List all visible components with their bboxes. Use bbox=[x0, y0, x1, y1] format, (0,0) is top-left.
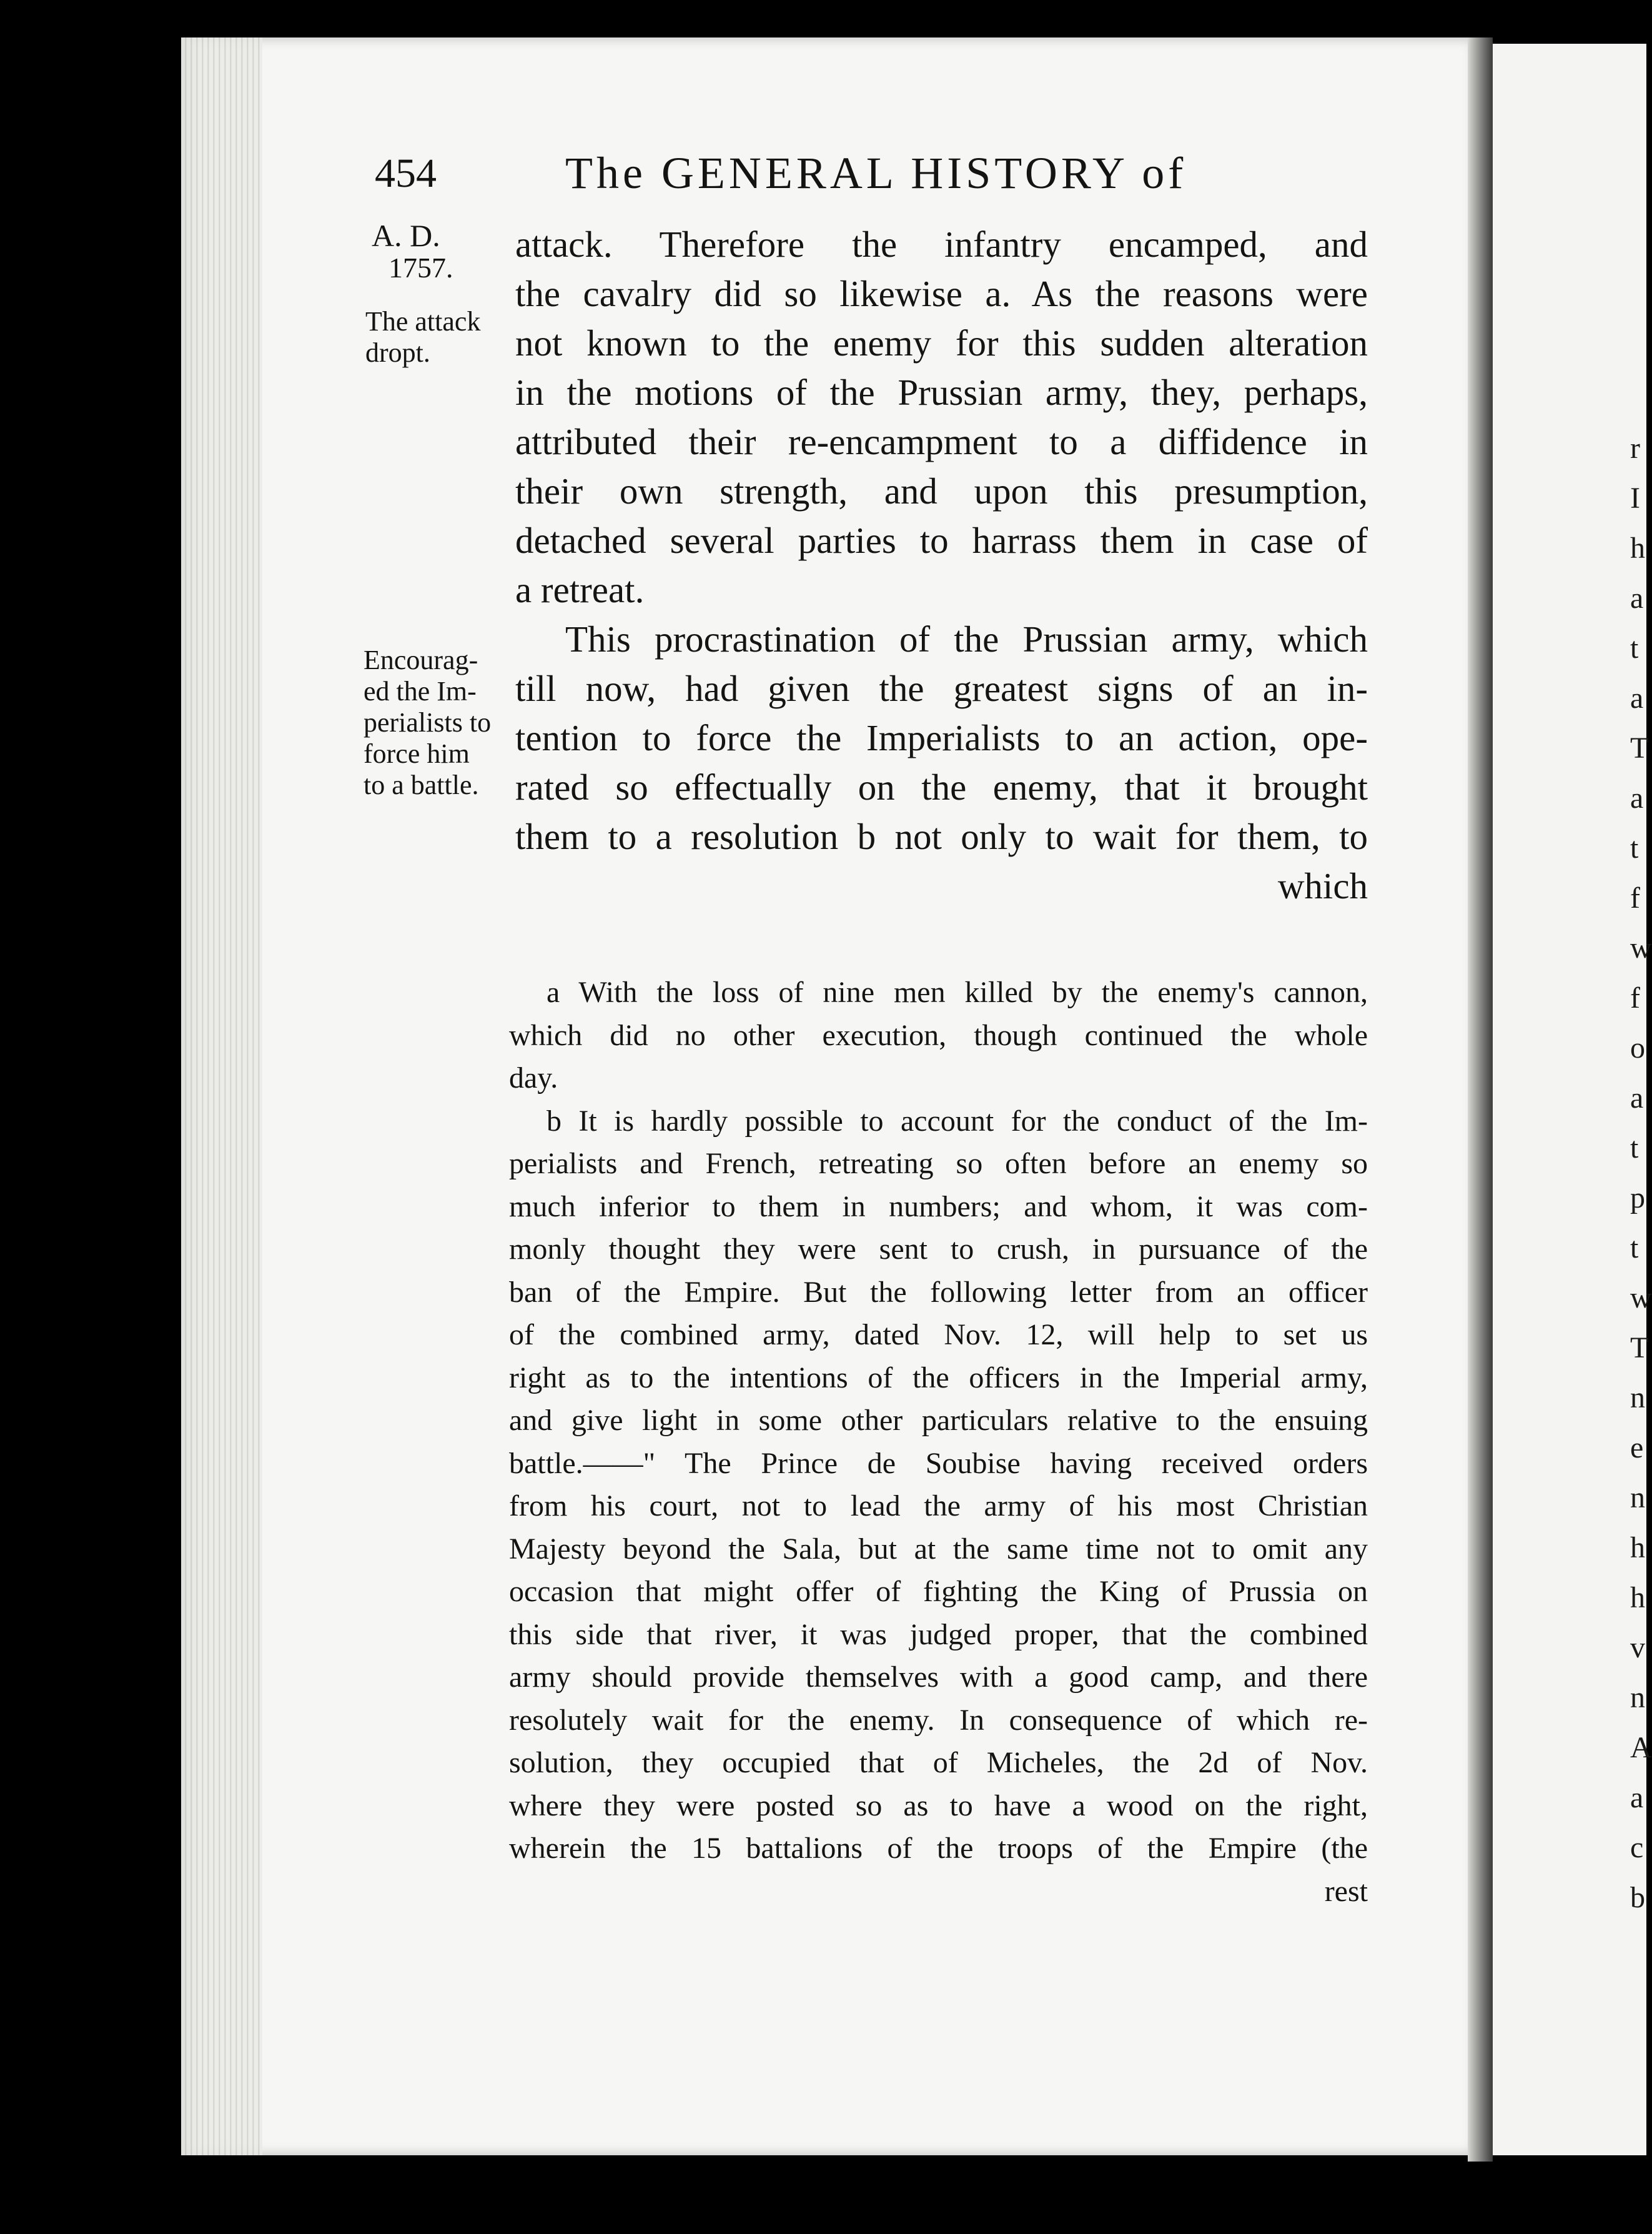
footnote-line: right as to the intentions of the officers in the Imperial army, bbox=[509, 1361, 1368, 1394]
footnote-line: perialists and French, retreating so often before an enemy so bbox=[509, 1147, 1368, 1180]
body-line: a retreat. bbox=[515, 569, 645, 610]
right-page-letter: f bbox=[1630, 881, 1640, 915]
footnotes bbox=[509, 971, 1368, 1913]
footnote-line: resolutely wait for the enemy. In consequence of which re- bbox=[509, 1703, 1368, 1737]
footnote-line: from his court, not to lead the army of his most Christian bbox=[509, 1489, 1368, 1522]
body-line: attack. Therefore the infantry encamped, and bbox=[515, 224, 1368, 265]
right-page-letter: n bbox=[1630, 1381, 1645, 1414]
margin-note-line: ed the Im- bbox=[364, 676, 477, 707]
right-page-letter: T bbox=[1630, 1331, 1649, 1364]
footnote-line: this side that river, it was judged proper, that the combined bbox=[509, 1617, 1368, 1651]
footnote-line: army should provide themselves with a good camp, and there bbox=[509, 1661, 1368, 1694]
footnote-catchword: rest bbox=[1324, 1874, 1368, 1908]
margin-note-encouraged bbox=[364, 645, 491, 801]
footnote-line: occasion that might offer of fighting the King of Prussia on bbox=[509, 1575, 1368, 1608]
body-catchword: which bbox=[1277, 865, 1368, 906]
right-page-letter: p bbox=[1630, 1181, 1645, 1214]
right-page-letter: n bbox=[1630, 1481, 1645, 1514]
body-line: them to a resolution b not only to wait for them, to bbox=[515, 816, 1368, 857]
running-head-title: The GENERAL HISTORY of bbox=[565, 148, 1187, 198]
footnote-line: battle.——" The Prince de Soubise having received orders bbox=[509, 1446, 1368, 1480]
right-page-letter: n bbox=[1630, 1681, 1645, 1714]
footnote-line: solution, they occupied that of Micheles, the 2d of Nov. bbox=[509, 1746, 1368, 1779]
right-page-letter: t bbox=[1630, 632, 1639, 665]
footnote-line: b It is hardly possible to account for the conduct of the Im- bbox=[547, 1104, 1368, 1138]
right-page-letter: T bbox=[1630, 732, 1649, 765]
footnote-line: ban of the Empire. But the following letter from an officer bbox=[509, 1275, 1368, 1309]
margin-note-line: perialists to bbox=[364, 707, 492, 738]
margin-note-line: force him bbox=[364, 738, 470, 769]
body-line: rated so effectually on the enemy, that it brought bbox=[515, 767, 1368, 808]
footnote-line: and give light in some other particulars relative to the ensuing bbox=[509, 1404, 1368, 1437]
right-page-letter: b bbox=[1630, 1881, 1645, 1914]
right-page-letter: t bbox=[1630, 1131, 1639, 1164]
right-page-letter: e bbox=[1630, 1431, 1644, 1464]
right-page-letter: a bbox=[1630, 682, 1644, 715]
right-page-letter: r bbox=[1630, 432, 1640, 465]
right-page-letter: f bbox=[1630, 981, 1640, 1015]
body-line: tention to force the Imperialists to an action, ope- bbox=[515, 717, 1368, 758]
footnote-line: much inferior to them in numbers; and whom, it was com- bbox=[509, 1189, 1368, 1223]
right-page-letter: c bbox=[1630, 1831, 1644, 1864]
right-page-letter: h bbox=[1630, 1581, 1645, 1614]
right-page-letter: h bbox=[1630, 532, 1645, 565]
right-page-letter: o bbox=[1630, 1031, 1645, 1065]
body-line: attributed their re-encampment to a diffidence in bbox=[515, 421, 1368, 462]
right-page-letter: a bbox=[1630, 582, 1644, 615]
margin-note-line: dropt. bbox=[365, 337, 430, 368]
right-page-letter: a bbox=[1630, 1781, 1644, 1814]
margin-date-ad: A. D. bbox=[372, 218, 440, 253]
footnote-line: wherein the 15 battalions of the troops of the Empire (the bbox=[509, 1832, 1368, 1865]
body-line: not known to the enemy for this sudden alteration bbox=[515, 322, 1368, 364]
right-page-letter: I bbox=[1630, 482, 1640, 515]
right-page-sliver bbox=[1493, 44, 1649, 2155]
right-page-letter: a bbox=[1630, 782, 1644, 815]
body-line: the cavalry did so likewise a. As the reasons were bbox=[515, 273, 1368, 314]
page-number: 454 bbox=[375, 151, 437, 196]
right-page-letter: h bbox=[1630, 1531, 1645, 1564]
body-line: their own strength, and upon this presumption, bbox=[515, 470, 1368, 512]
footnote-line: a With the loss of nine men killed by the enemy's cannon, bbox=[547, 976, 1368, 1009]
page-edges bbox=[181, 37, 262, 2155]
footnote-line: where they were posted so as to have a wood on the right, bbox=[509, 1789, 1368, 1822]
margin-date-year: 1757. bbox=[388, 252, 453, 284]
right-page-letter: a bbox=[1630, 1081, 1644, 1115]
margin-note-line: The attack bbox=[365, 306, 481, 337]
book-gutter bbox=[1468, 37, 1493, 2162]
body-text bbox=[515, 220, 1368, 911]
margin-note-line: to a battle. bbox=[364, 770, 479, 800]
body-line: in the motions of the Prussian army, they, perhaps, bbox=[515, 372, 1368, 413]
right-page-letter: t bbox=[1630, 1231, 1639, 1264]
footnote-line: monly thought they were sent to crush, in pursuance of the bbox=[509, 1233, 1368, 1266]
right-page-letter: w bbox=[1630, 1281, 1652, 1314]
right-page-letter: w bbox=[1630, 931, 1652, 965]
body-line: till now, had given the greatest signs of an in- bbox=[515, 668, 1368, 709]
body-line: detached several parties to harrass them in case of bbox=[515, 520, 1368, 561]
right-page-letter: t bbox=[1630, 832, 1639, 865]
footnote-line: of the combined army, dated Nov. 12, will help to set us bbox=[509, 1318, 1368, 1351]
footnote-line: which did no other execution, though continued the whole bbox=[509, 1018, 1368, 1052]
margin-note-attack-dropt bbox=[365, 306, 480, 369]
footnote-line: day. bbox=[509, 1061, 558, 1095]
right-page-letter: A bbox=[1630, 1731, 1652, 1764]
footnote-line: Majesty beyond the Sala, but at the same time not to omit any bbox=[509, 1532, 1368, 1566]
body-line: This procrastination of the Prussian army, which bbox=[565, 618, 1368, 660]
right-page-letter: v bbox=[1630, 1631, 1645, 1664]
margin-note-line: Encourag- bbox=[364, 645, 478, 675]
